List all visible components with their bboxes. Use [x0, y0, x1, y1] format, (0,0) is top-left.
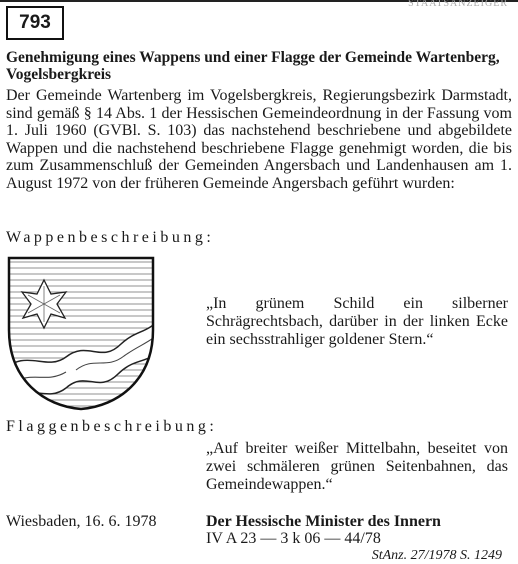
notice-number: 793 — [6, 6, 64, 40]
notice-body: Der Gemeinde Wartenberg im Vogelsbergkreis, Regierungsbezirk Darmstadt, sind gemäß § 14 Abs. 1 der Hessischen Gemeindeordnung in der Fassung vom 1. Juli 1960 (GVBl. S. 103) das nachstehend beschriebene und abgebildete Wappen und die nachstehend beschriebene Flagge genehmigt worden, die bis zum Zusammenschluß der Gemeinden Angersbach und Landenhausen am 1. August 1972 von der früheren Gemeinde Angersbach geführt wurden: — [6, 87, 512, 192]
wappen-heading: Wappenbeschreibung: — [6, 229, 215, 246]
notice-title: Genehmigung eines Wappens und einer Flagge der Gemeinde Wartenberg, Vogelsbergkreis — [6, 49, 500, 83]
flaggen-description: „Auf breiter weißer Mittelbahn, beseitet von zwei schmäleren grünen Seitenbahnen, das Gemeindewappen.“ — [206, 440, 508, 493]
signature-block — [206, 513, 508, 564]
source-citation: StAnz. 27/1978 S. 1249 — [371, 548, 502, 563]
signatory: Der Hessische Minister des Innern — [206, 513, 441, 530]
reference-number: IV A 23 — 3 k 06 — 44/78 — [206, 530, 381, 547]
flaggen-heading: Flaggenbeschreibung: — [6, 418, 218, 435]
wappen-description: „In grünem Schild ein silberner Schrägrechtsbach, darüber in der linken Ecke ein sechsstrahliger goldener Stern.“ — [206, 295, 508, 348]
coat-of-arms-image — [6, 252, 156, 412]
place-date: Wiesbaden, 16. 6. 1978 — [6, 513, 157, 530]
running-header: STAATSANZEIGER — [408, 0, 508, 9]
